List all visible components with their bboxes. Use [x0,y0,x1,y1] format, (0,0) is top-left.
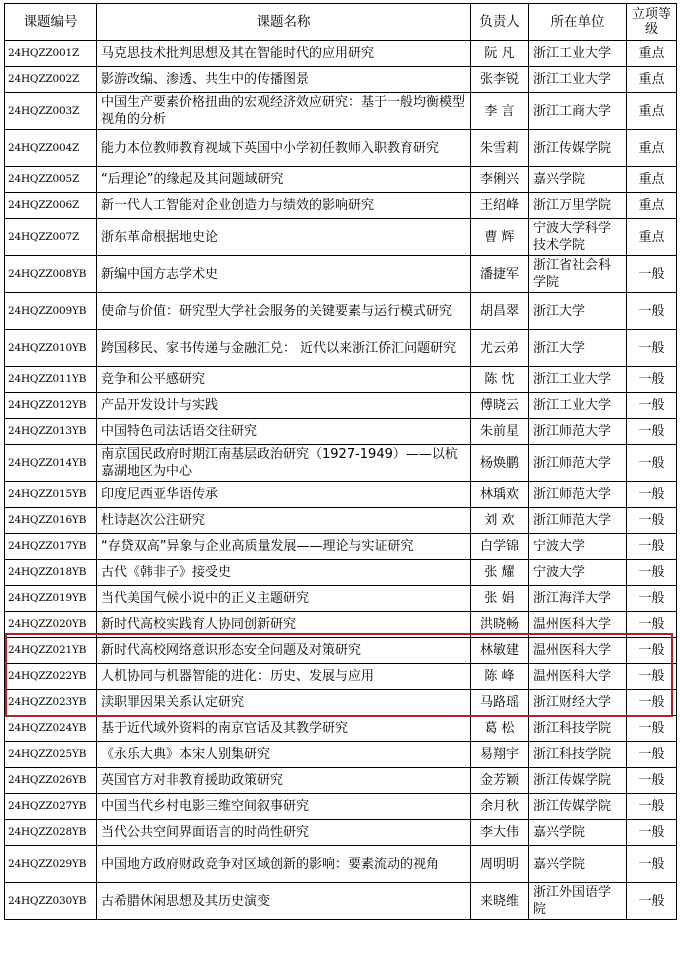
cell-leader: 来晓维 [471,883,529,920]
cell-unit: 浙江传媒学院 [529,794,627,820]
table-row [5,794,677,820]
table-row [5,742,677,768]
cell-name: 《永乐大典》本宋人别集研究 [97,742,471,768]
project-table [4,3,677,920]
cell-level: 一般 [627,664,677,690]
cell-unit: 宁波大学科学技术学院 [529,219,627,256]
cell-unit: 宁波大学 [529,534,627,560]
cell-name: 中国当代乡村电影三维空间叙事研究 [97,794,471,820]
cell-leader: 周明明 [471,846,529,883]
cell-leader: 陈 忱 [471,367,529,393]
cell-unit: 宁波大学 [529,560,627,586]
cell-code: 24HQZZ028YB [5,820,97,846]
cell-level: 一般 [627,586,677,612]
table-row [5,419,677,445]
cell-unit: 嘉兴学院 [529,820,627,846]
cell-name: 中国地方政府财政竞争对区域创新的影响：要素流动的视角 [97,846,471,883]
cell-unit: 浙江大学 [529,293,627,330]
cell-unit: 浙江工商大学 [529,93,627,130]
cell-unit: 浙江科技学院 [529,742,627,768]
table-row [5,293,677,330]
cell-code: 24HQZZ027YB [5,794,97,820]
cell-unit: 浙江大学 [529,330,627,367]
cell-leader: 余月秋 [471,794,529,820]
cell-code: 24HQZZ014YB [5,445,97,482]
cell-code: 24HQZZ017YB [5,534,97,560]
cell-leader: 马路瑶 [471,690,529,716]
cell-code: 24HQZZ004Z [5,130,97,167]
cell-level: 一般 [627,742,677,768]
cell-level: 一般 [627,508,677,534]
cell-level: 一般 [627,293,677,330]
cell-level: 一般 [627,393,677,419]
cell-level: 重点 [627,167,677,193]
cell-code: 24HQZZ009YB [5,293,97,330]
cell-name: 新编中国方志学术史 [97,256,471,293]
cell-leader: 朱前星 [471,419,529,445]
cell-code: 24HQZZ007Z [5,219,97,256]
cell-code: 24HQZZ023YB [5,690,97,716]
cell-leader: 张李锐 [471,67,529,93]
table-row [5,445,677,482]
cell-code: 24HQZZ001Z [5,41,97,67]
header-name: 课题名称 [97,4,471,41]
cell-level: 一般 [627,612,677,638]
cell-unit: 浙江师范大学 [529,445,627,482]
cell-level: 一般 [627,445,677,482]
cell-level: 重点 [627,41,677,67]
header-code: 课题编号 [5,4,97,41]
cell-name: 基于近代域外资料的南京官话及其教学研究 [97,716,471,742]
table-row [5,167,677,193]
cell-unit: 温州医科大学 [529,638,627,664]
cell-level: 重点 [627,219,677,256]
cell-code: 24HQZZ016YB [5,508,97,534]
cell-leader: 白学锦 [471,534,529,560]
cell-leader: 李 言 [471,93,529,130]
cell-unit: 温州医科大学 [529,664,627,690]
cell-unit: 浙江省社会科学院 [529,256,627,293]
cell-name: 浙东革命根据地史论 [97,219,471,256]
table-row [5,820,677,846]
cell-unit: 浙江海洋大学 [529,586,627,612]
cell-code: 24HQZZ015YB [5,482,97,508]
cell-code: 24HQZZ025YB [5,742,97,768]
cell-name: 中国生产要素价格扭曲的宏观经济效应研究：基于一般均衡模型视角的分析 [97,93,471,130]
cell-name: 影游改编、渗透、共生中的传播图景 [97,67,471,93]
cell-leader: 金芳颖 [471,768,529,794]
cell-level: 一般 [627,638,677,664]
table-row [5,193,677,219]
cell-name: 当代公共空间界面语言的时尚性研究 [97,820,471,846]
cell-level: 一般 [627,534,677,560]
cell-leader: 葛 松 [471,716,529,742]
cell-leader: 李大伟 [471,820,529,846]
table-row [5,534,677,560]
cell-unit: 嘉兴学院 [529,167,627,193]
cell-level: 一般 [627,820,677,846]
cell-leader: 胡昌翠 [471,293,529,330]
cell-leader: 朱雪莉 [471,130,529,167]
cell-code: 24HQZZ024YB [5,716,97,742]
cell-code: 24HQZZ020YB [5,612,97,638]
table-row [5,330,677,367]
cell-leader: 张 娟 [471,586,529,612]
cell-code: 24HQZZ003Z [5,93,97,130]
table-row [5,482,677,508]
cell-name: 新一代人工智能对企业创造力与绩效的影响研究 [97,193,471,219]
cell-name: 马克思技术批判思想及其在智能时代的应用研究 [97,41,471,67]
cell-unit: 浙江工业大学 [529,41,627,67]
cell-code: 24HQZZ018YB [5,560,97,586]
table-row [5,664,677,690]
table-row [5,883,677,920]
table-row [5,586,677,612]
table-row [5,219,677,256]
cell-level: 一般 [627,768,677,794]
cell-leader: 易翔宇 [471,742,529,768]
cell-unit: 浙江师范大学 [529,508,627,534]
cell-unit: 浙江工业大学 [529,67,627,93]
cell-leader: 尤云弟 [471,330,529,367]
cell-leader: 王绍峰 [471,193,529,219]
cell-name: 渎职罪因果关系认定研究 [97,690,471,716]
cell-level: 一般 [627,846,677,883]
cell-code: 24HQZZ029YB [5,846,97,883]
table-row [5,612,677,638]
table-row [5,560,677,586]
table-row [5,846,677,883]
cell-code: 24HQZZ026YB [5,768,97,794]
cell-unit: 浙江财经大学 [529,690,627,716]
cell-level: 一般 [627,330,677,367]
cell-leader: 林瑀欢 [471,482,529,508]
cell-unit: 浙江工业大学 [529,367,627,393]
cell-unit: 温州医科大学 [529,612,627,638]
cell-leader: 曹 辉 [471,219,529,256]
cell-leader: 杨焕鹏 [471,445,529,482]
cell-name: 中国特色司法话语交往研究 [97,419,471,445]
cell-level: 一般 [627,256,677,293]
table-row [5,638,677,664]
cell-name: 杜诗赵次公注研究 [97,508,471,534]
header-row [5,4,677,41]
cell-code: 24HQZZ002Z [5,67,97,93]
table-row [5,367,677,393]
cell-name: “存贷双高”异象与企业高质量发展——理论与实证研究 [97,534,471,560]
table-row [5,256,677,293]
cell-unit: 浙江师范大学 [529,482,627,508]
table-row [5,768,677,794]
cell-code: 24HQZZ030YB [5,883,97,920]
cell-name: 古希腊休闲思想及其历史演变 [97,883,471,920]
cell-name: 使命与价值：研究型大学社会服务的关键要素与运行模式研究 [97,293,471,330]
cell-name: 当代美国气候小说中的正义主题研究 [97,586,471,612]
cell-level: 一般 [627,690,677,716]
cell-code: 24HQZZ012YB [5,393,97,419]
cell-unit: 浙江工业大学 [529,393,627,419]
cell-code: 24HQZZ006Z [5,193,97,219]
cell-leader: 阮 凡 [471,41,529,67]
cell-code: 24HQZZ011YB [5,367,97,393]
cell-leader: 潘捷军 [471,256,529,293]
cell-unit: 浙江传媒学院 [529,768,627,794]
header-level: 立项等级 [627,4,677,41]
cell-leader: 洪晓畅 [471,612,529,638]
table-body [5,41,677,920]
cell-leader: 陈 峰 [471,664,529,690]
cell-name: 英国官方对非教育援助政策研究 [97,768,471,794]
cell-name: 新时代高校网络意识形态安全问题及对策研究 [97,638,471,664]
cell-unit: 浙江万里学院 [529,193,627,219]
header-leader: 负责人 [471,4,529,41]
cell-code: 24HQZZ019YB [5,586,97,612]
cell-unit: 浙江师范大学 [529,419,627,445]
cell-name: 跨国移民、家书传递与金融汇兑： 近代以来浙江侨汇问题研究 [97,330,471,367]
cell-name: 竞争和公平感研究 [97,367,471,393]
cell-name: “后理论”的缘起及其问题域研究 [97,167,471,193]
cell-name: 能力本位教师教育视域下英国中小学初任教师入职教育研究 [97,130,471,167]
cell-unit: 浙江传媒学院 [529,130,627,167]
table-row [5,508,677,534]
header-unit: 所在单位 [529,4,627,41]
cell-level: 重点 [627,67,677,93]
cell-code: 24HQZZ008YB [5,256,97,293]
cell-unit: 嘉兴学院 [529,846,627,883]
table-row [5,41,677,67]
cell-leader: 张 耀 [471,560,529,586]
cell-level: 重点 [627,193,677,219]
cell-leader: 傅晓云 [471,393,529,419]
cell-code: 24HQZZ013YB [5,419,97,445]
cell-level: 重点 [627,130,677,167]
cell-name: 新时代高校实践育人协同创新研究 [97,612,471,638]
cell-level: 一般 [627,883,677,920]
cell-name: 南京国民政府时期江南基层政治研究（1927-1949）——以杭嘉湖地区为中心 [97,445,471,482]
cell-leader: 林敏建 [471,638,529,664]
cell-name: 产品开发设计与实践 [97,393,471,419]
cell-code: 24HQZZ021YB [5,638,97,664]
table-row [5,716,677,742]
cell-level: 一般 [627,482,677,508]
cell-leader: 刘 欢 [471,508,529,534]
cell-level: 一般 [627,794,677,820]
cell-level: 一般 [627,560,677,586]
table-row [5,393,677,419]
cell-code: 24HQZZ005Z [5,167,97,193]
cell-name: 人机协同与机器智能的进化：历史、发展与应用 [97,664,471,690]
cell-level: 一般 [627,716,677,742]
cell-level: 重点 [627,93,677,130]
cell-level: 一般 [627,367,677,393]
cell-code: 24HQZZ010YB [5,330,97,367]
cell-unit: 浙江科技学院 [529,716,627,742]
cell-leader: 李俐兴 [471,167,529,193]
table-row [5,690,677,716]
cell-code: 24HQZZ022YB [5,664,97,690]
table-row [5,130,677,167]
cell-name: 印度尼西亚华语传承 [97,482,471,508]
cell-unit: 浙江外国语学院 [529,883,627,920]
cell-level: 一般 [627,419,677,445]
table-row [5,93,677,130]
cell-name: 古代《韩非子》接受史 [97,560,471,586]
table-row [5,67,677,93]
